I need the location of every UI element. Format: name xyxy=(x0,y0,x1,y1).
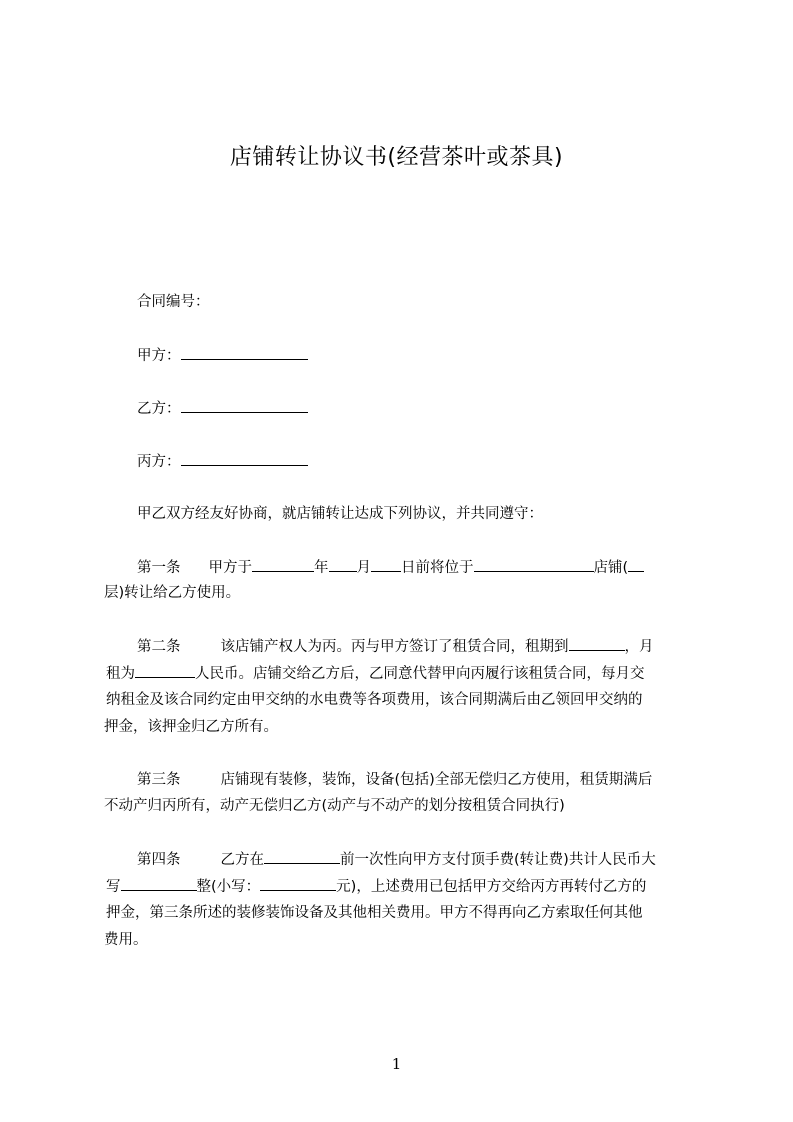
article-2-line-3: 纳租金及该合同约定由甲交纳的水电费等各项费用，该合同期满后由乙领回甲交纳的 xyxy=(106,692,643,708)
party-b-line xyxy=(137,398,308,419)
article-3-line-1 xyxy=(137,770,652,790)
article-2-line-1 xyxy=(137,636,654,657)
party-a-blank[interactable] xyxy=(181,345,308,360)
article-1-line-2: 层)转让给乙方使用。 xyxy=(104,585,241,601)
year-blank[interactable] xyxy=(252,557,314,572)
article-4-text: 前一次性向甲方支付顶手费(转让费)共计人民币大 xyxy=(340,852,656,868)
article-2-text: 租为 xyxy=(106,666,135,682)
article-4-line-4: 费用。 xyxy=(104,932,148,948)
article-3-heading: 第三条 xyxy=(137,772,181,788)
article-4-line-3: 押金，第三条所述的装修装饰设备及其他相关费用。甲方不得再向乙方索取任何其他 xyxy=(106,905,643,921)
article-1-heading: 第一条 xyxy=(137,560,181,576)
article-1-line-1 xyxy=(137,557,644,578)
day-blank[interactable] xyxy=(371,557,401,572)
article-3-text: 店铺现有装修，装饰，设备(包括)全部无偿归乙方使用，租赁期满后 xyxy=(220,772,653,788)
article-4-text: 整(小写： xyxy=(196,879,261,895)
lease-end-blank[interactable] xyxy=(569,636,625,651)
month-blank[interactable] xyxy=(329,557,357,572)
article-4-heading: 第四条 xyxy=(137,852,181,868)
party-c-label: 丙方： xyxy=(137,454,181,470)
article-4-text: 元)，上述费用已包括甲方交给丙方再转付乙方的 xyxy=(336,879,647,895)
article-1-text: 甲方于 xyxy=(208,560,252,576)
contract-number-label: 合同编号： xyxy=(137,294,210,310)
intro-paragraph: 甲乙双方经友好协商，就店铺转让达成下列协议，并共同遵守： xyxy=(137,506,543,522)
floor-blank[interactable] xyxy=(628,557,644,572)
article-4-line-2 xyxy=(106,876,646,897)
location-blank[interactable] xyxy=(474,557,594,572)
year-label: 年 xyxy=(314,560,329,576)
article-4-line-1 xyxy=(137,849,656,870)
amount-words-blank[interactable] xyxy=(121,876,197,891)
party-b-blank[interactable] xyxy=(181,398,308,413)
article-1-text: 日前将位于 xyxy=(401,560,474,576)
party-a-label: 甲方： xyxy=(137,348,181,364)
party-c-blank[interactable] xyxy=(181,451,308,466)
rent-blank[interactable] xyxy=(135,663,195,678)
party-b-label: 乙方： xyxy=(137,401,181,417)
article-3-line-2: 不动产归丙所有，动产无偿归乙方(动产与不动产的划分按租赁合同执行) xyxy=(104,798,565,814)
document-title: 店铺转让协议书(经营茶叶或茶具) xyxy=(229,145,564,170)
article-2-text: 该店铺产权人为丙。丙与甲方签订了租赁合同，租期到 xyxy=(220,639,569,655)
month-label: 月 xyxy=(356,560,371,576)
article-2-heading: 第二条 xyxy=(137,639,181,655)
page-number: 1 xyxy=(391,1055,402,1073)
article-4-text: 写 xyxy=(106,879,121,895)
party-a-line xyxy=(137,345,308,366)
article-2-line-2 xyxy=(106,663,645,684)
party-c-line xyxy=(137,451,308,472)
article-2-text: ，月 xyxy=(624,639,654,655)
amount-figures-blank[interactable] xyxy=(260,876,336,891)
article-2-line-4: 押金，该押金归乙方所有。 xyxy=(104,719,278,735)
payment-date-blank[interactable] xyxy=(264,849,340,864)
article-4-text: 乙方在 xyxy=(220,852,264,868)
article-1-text: 店铺( xyxy=(593,560,629,576)
article-2-text: 人民币。店铺交给乙方后，乙同意代替甲向丙履行该租赁合同，每月交 xyxy=(195,666,645,682)
